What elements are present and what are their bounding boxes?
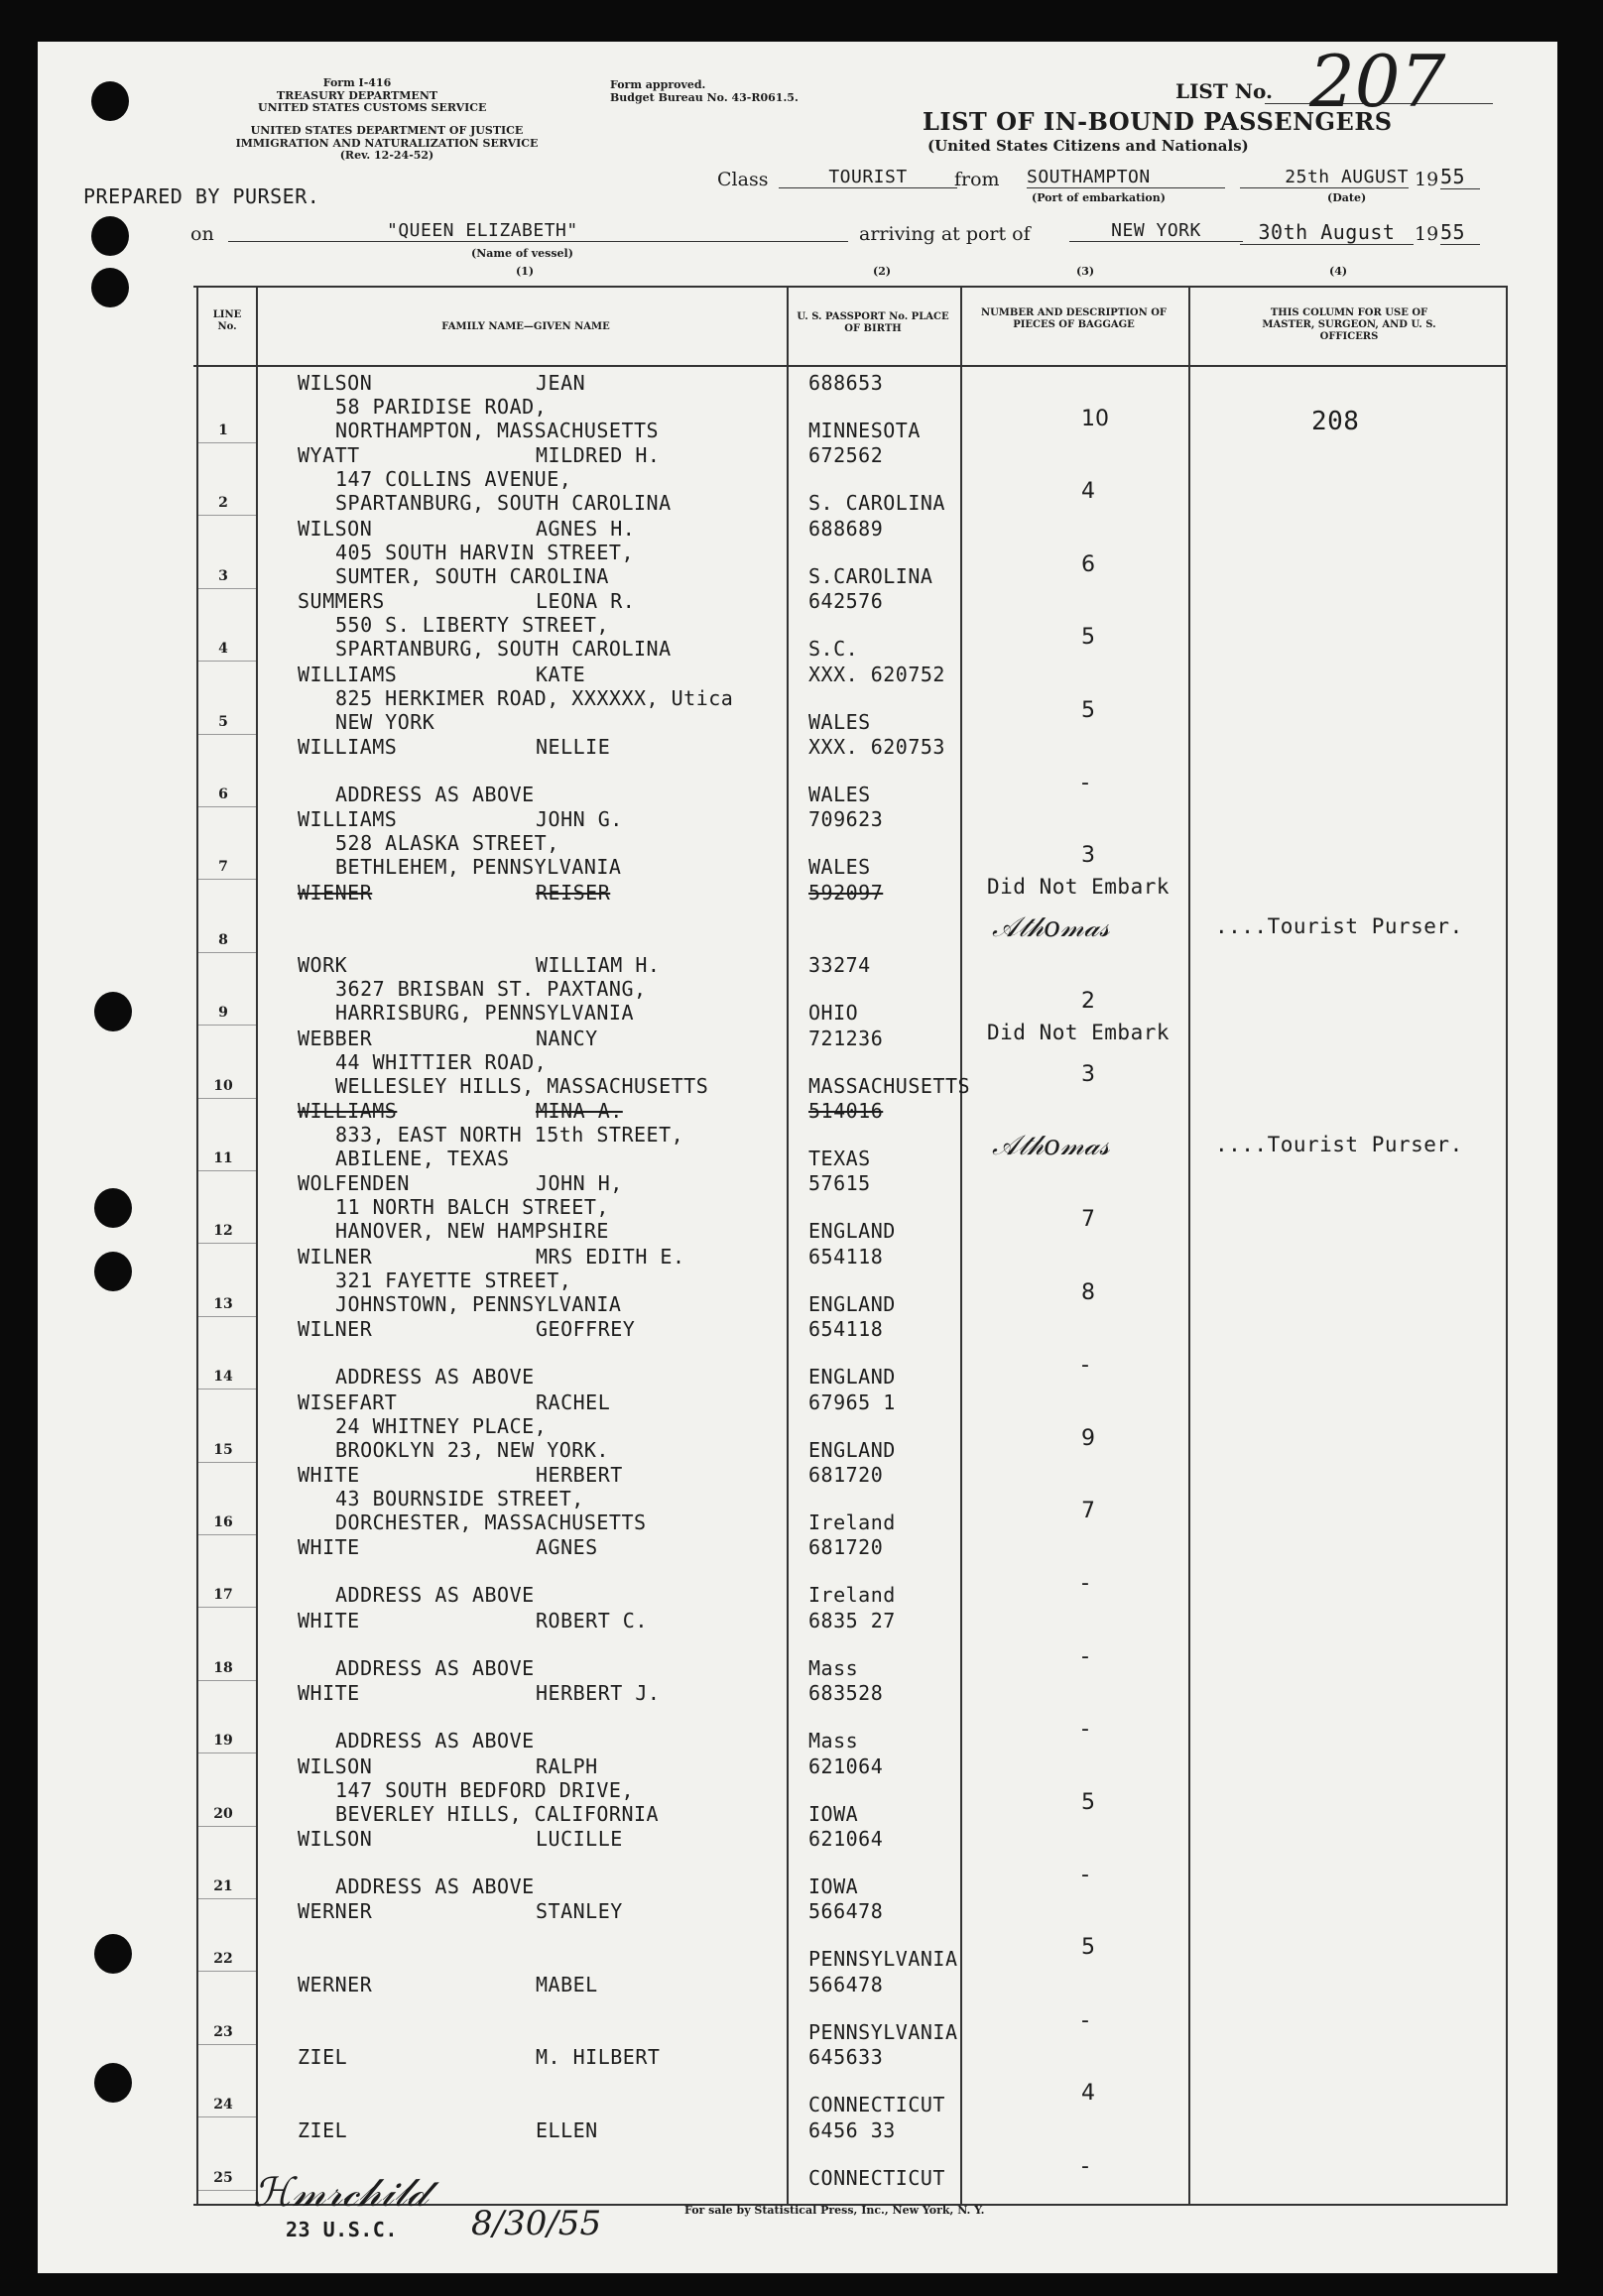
baggage-count: 4 — [1081, 2081, 1095, 2107]
place-of-birth: TEXAS — [808, 1147, 871, 1170]
stamp-date: 8/30/55 — [471, 2204, 602, 2243]
line-number: 24 — [213, 2097, 233, 2114]
address-line-2: HANOVER, NEW HAMPSHIRE — [335, 1219, 609, 1244]
baggage-count: 3 — [1081, 1061, 1095, 1087]
arrival-year: 55 — [1440, 220, 1480, 245]
family-name: WERNER — [298, 1972, 373, 1996]
baggage-count: 3 — [1081, 843, 1095, 869]
family-name: WHITE — [298, 1681, 360, 1706]
family-name: WORK — [298, 953, 348, 978]
passport-number: 566478 — [808, 1972, 884, 1996]
family-name: WILSON — [298, 1827, 373, 1851]
baggage-count: 9 — [1081, 1425, 1095, 1451]
line-number: 20 — [213, 1805, 233, 1822]
col-number-4: (4) — [1329, 265, 1348, 278]
given-name: ELLEN — [536, 2117, 598, 2142]
place-of-birth: IOWA — [808, 1874, 859, 1898]
col-header-line-no: LINE No. — [212, 309, 242, 332]
address-line-2: SUMTER, SOUTH CAROLINA — [335, 563, 609, 588]
address-line-2: ABILENE, TEXAS — [335, 1147, 510, 1170]
passport-number: 6456 33 — [808, 2117, 896, 2142]
place-of-birth: OHIO — [808, 1001, 859, 1026]
given-name: ROBERT C. — [536, 1608, 648, 1632]
table-row — [0, 1317, 1528, 1390]
page-subtitle: (United States Citizens and Nationals) — [927, 137, 1249, 155]
line-number: 13 — [213, 1295, 233, 1312]
address-line-2: BETHLEHEM, PENNSYLVANIA — [335, 855, 622, 880]
given-name: LUCILLE — [536, 1827, 623, 1851]
printer-line: For sale by Statistical Press, Inc., New York, N. Y. — [684, 2204, 985, 2217]
passport-number: 621064 — [808, 1753, 884, 1778]
baggage-count: - — [1081, 2007, 1089, 2033]
given-name: GEOFFREY — [536, 1317, 636, 1342]
passport-number: 672562 — [808, 443, 884, 468]
given-name: REISER — [536, 880, 611, 905]
table-row — [0, 517, 1528, 589]
given-name: STANLEY — [536, 1899, 623, 1924]
row-divider — [198, 2190, 256, 2191]
family-name: WILSON — [298, 371, 373, 395]
port-value: NEW YORK — [1069, 220, 1243, 242]
table-top-rule — [193, 286, 1508, 288]
passport-number: 654118 — [808, 1244, 884, 1269]
date-value: 25th AUGUST — [1240, 167, 1409, 188]
table-row — [0, 1973, 1528, 2045]
line-number: 15 — [213, 1441, 233, 1458]
place-of-birth: WALES — [808, 783, 871, 806]
given-name: JOHN G. — [536, 807, 623, 832]
table-row — [0, 1099, 1528, 1171]
address-line-2: HARRISBURG, PENNSYLVANIA — [335, 1001, 634, 1026]
family-name: WILNER — [298, 1317, 373, 1342]
punch-hole — [91, 81, 129, 121]
family-name: WOLFENDEN — [298, 1171, 410, 1196]
officer-note: 208 — [1311, 407, 1360, 436]
given-name: MINA A. — [536, 1099, 623, 1123]
address-line-1: 833, EAST NORTH 15th STREET, — [335, 1123, 684, 1147]
given-name: MILDRED H. — [536, 443, 661, 468]
place-of-birth: S.CAROLINA — [808, 563, 933, 588]
table-row — [0, 1754, 1528, 1827]
baggage-count: 5 — [1081, 697, 1095, 723]
address-line-2: ADDRESS AS ABOVE — [335, 783, 535, 806]
address-line-2: NORTHAMPTON, MASSACHUSETTS — [335, 419, 660, 442]
arrival-year-prefix: 19 — [1415, 223, 1439, 245]
line-number: 4 — [218, 641, 228, 658]
class-value: TOURIST — [779, 167, 957, 188]
col-number-3: (3) — [1076, 265, 1095, 278]
table-row — [0, 1609, 1528, 1681]
table-row — [0, 589, 1528, 662]
place-of-birth: WALES — [808, 855, 871, 880]
line-number: 1 — [218, 423, 228, 438]
address-line-2: BEVERLEY HILLS, CALIFORNIA — [335, 1801, 660, 1826]
place-of-birth: ENGLAND — [808, 1365, 896, 1390]
passport-number: 654118 — [808, 1317, 884, 1342]
family-name: WIENER — [298, 880, 373, 905]
given-name: MABEL — [536, 1972, 598, 1996]
baggage-count: - — [1081, 1863, 1089, 1887]
place-of-birth: ENGLAND — [808, 1219, 896, 1244]
baggage-count: - — [1081, 1643, 1089, 1669]
on-label: on — [190, 223, 214, 245]
passport-number: 592097 — [808, 880, 884, 905]
class-label: Class — [717, 169, 769, 190]
baggage-count: - — [1081, 771, 1089, 795]
baggage-count: - — [1081, 1571, 1089, 1597]
baggage-count: 6 — [1081, 551, 1095, 577]
given-name: JEAN — [536, 371, 586, 395]
approval-block: Form approved. Budget Bureau No. 43-R061.5. — [610, 78, 799, 104]
passport-number: 67965 1 — [808, 1390, 896, 1414]
passport-number: 621064 — [808, 1827, 884, 1851]
line-number: 17 — [213, 1587, 233, 1604]
list-no-value: 207 — [1309, 40, 1446, 123]
address-line-1: 11 NORTH BALCH STREET, — [335, 1195, 609, 1220]
address-line-2: JOHNSTOWN, PENNSYLVANIA — [335, 1291, 622, 1316]
baggage-count: 8 — [1081, 1279, 1095, 1305]
family-name: WERNER — [298, 1899, 373, 1924]
given-name: HERBERT — [536, 1463, 623, 1487]
vessel-value: "QUEEN ELIZABETH" — [228, 220, 848, 242]
place-of-birth: ENGLAND — [808, 1437, 896, 1462]
given-name: MRS EDITH E. — [536, 1244, 685, 1269]
given-name: M. HILBERT — [536, 2045, 661, 2070]
family-name: WEBBER — [298, 1026, 373, 1050]
line-number: 19 — [213, 1733, 233, 1750]
passport-number: 33274 — [808, 953, 871, 978]
address-line-2: SPARTANBURG, SOUTH CAROLINA — [335, 491, 672, 516]
baggage-count: 7 — [1081, 1499, 1095, 1523]
table-row — [0, 371, 1528, 443]
col-number-2: (2) — [873, 265, 892, 278]
family-name: WILLIAMS — [298, 662, 398, 686]
baggage-count: 5 — [1081, 1789, 1095, 1815]
line-number: 16 — [213, 1514, 233, 1530]
date-year: 55 — [1440, 165, 1480, 189]
address-line-1: 405 SOUTH HARVIN STREET, — [335, 540, 634, 564]
passport-number: 645633 — [808, 2045, 884, 2070]
passport-number: 709623 — [808, 807, 884, 832]
family-name: WYATT — [298, 443, 360, 468]
address-line-2: BROOKLYN 23, NEW YORK. — [335, 1437, 609, 1462]
col-number-1: (1) — [516, 265, 535, 278]
justice-block: UNITED STATES DEPARTMENT OF JUSTICE IMMIGRATION AND NATURALIZATION SERVICE (Rev. 12-24-52) — [235, 124, 539, 163]
passport-number: 681720 — [808, 1535, 884, 1560]
passport-number: 721236 — [808, 1026, 884, 1050]
baggage-count: - — [1081, 2153, 1089, 2179]
baggage-count: 5 — [1081, 1935, 1095, 1961]
address-line-1: 147 SOUTH BEDFORD DRIVE, — [335, 1777, 634, 1802]
line-number: 8 — [218, 931, 228, 948]
table-row — [0, 1020, 1528, 1099]
vessel-caption: (Name of vessel) — [471, 247, 573, 260]
line-number: 11 — [213, 1150, 233, 1166]
table-row — [0, 1899, 1528, 1972]
given-name: KATE — [536, 662, 586, 686]
baggage-count: 10 — [1081, 407, 1109, 431]
passport-number: 6835 27 — [808, 1608, 896, 1632]
address-line-1: 24 WHITNEY PLACE, — [335, 1413, 548, 1438]
address-line-2: WELLESLEY HILLS, MASSACHUSETTS — [335, 1073, 709, 1098]
baggage-count: 2 — [1081, 989, 1095, 1015]
table-row — [0, 1171, 1528, 1244]
family-name: WHITE — [298, 1608, 360, 1632]
address-line-1: 3627 BRISBAN ST. PAXTANG, — [335, 977, 647, 1002]
address-line-1: 550 S. LIBERTY STREET, — [335, 613, 609, 638]
table-row — [0, 735, 1528, 807]
line-number: 10 — [213, 1077, 233, 1094]
line-number: 2 — [218, 495, 228, 512]
table-row — [0, 1390, 1528, 1463]
baggage-count: - — [1081, 1717, 1089, 1743]
table-row — [0, 807, 1528, 880]
line-number: 18 — [213, 1659, 233, 1676]
from-value: SOUTHAMPTON — [1027, 167, 1225, 188]
passport-number: XXX. 620752 — [808, 662, 945, 686]
table-row — [0, 663, 1528, 735]
given-name: RALPH — [536, 1753, 598, 1778]
address-line-1: 321 FAYETTE STREET, — [335, 1268, 572, 1292]
passport-number: 683528 — [808, 1681, 884, 1706]
col-header-officers: THIS COLUMN FOR USE OF MASTER, SURGEON, AND U. S. OFFICERS — [1262, 307, 1436, 342]
given-name: NELLIE — [536, 735, 611, 759]
place-of-birth: Ireland — [808, 1583, 896, 1608]
address-line-2: SPARTANBURG, SOUTH CAROLINA — [335, 637, 672, 662]
family-name: WISEFART — [298, 1390, 398, 1414]
table-row — [0, 953, 1528, 1026]
prepared-by: PREPARED BY PURSER. — [83, 184, 320, 208]
given-name: AGNES H. — [536, 516, 636, 541]
signature: ℋ𝓂𝓇𝒸𝒽𝒾𝓁𝒹 — [253, 2170, 428, 2216]
given-name: NANCY — [536, 1026, 598, 1050]
page-title: LIST OF IN-BOUND PASSENGERS — [923, 107, 1393, 136]
address-line-1: 825 HERKIMER ROAD, XXXXXX, Utica — [335, 685, 734, 710]
family-name: WILSON — [298, 516, 373, 541]
passport-number: XXX. 620753 — [808, 735, 945, 759]
passport-number: 688689 — [808, 516, 884, 541]
place-of-birth: MINNESOTA — [808, 419, 921, 442]
passport-number: 642576 — [808, 589, 884, 614]
col-header-name: FAMILY NAME—GIVEN NAME — [441, 321, 610, 332]
place-of-birth: Mass — [808, 1729, 859, 1753]
purser-signoff: ....Tourist Purser. — [1215, 913, 1463, 938]
address-line-2: ADDRESS AS ABOVE — [335, 1583, 535, 1608]
address-line-1: 147 COLLINS AVENUE, — [335, 467, 572, 492]
address-line-2: ADDRESS AS ABOVE — [335, 1655, 535, 1680]
line-number: 21 — [213, 1878, 233, 1894]
from-caption: (Port of embarkation) — [1032, 191, 1166, 204]
line-number: 5 — [218, 713, 228, 730]
table-row — [0, 1827, 1528, 1899]
address-line-2: ADDRESS AS ABOVE — [335, 1365, 535, 1390]
line-number: 12 — [213, 1223, 233, 1240]
statute: 23 U.S.C. — [286, 2218, 398, 2241]
line-number: 3 — [218, 567, 228, 584]
place-of-birth: S. CAROLINA — [808, 491, 945, 516]
table-row — [0, 1245, 1528, 1317]
col-header-passport: U. S. PASSPORT No. PLACE OF BIRTH — [797, 311, 949, 334]
passport-number: 514016 — [808, 1099, 884, 1123]
address-line-2: NEW YORK — [335, 709, 435, 734]
line-number: 22 — [213, 1951, 233, 1968]
address-line-2: ADDRESS AS ABOVE — [335, 1874, 535, 1898]
form-block: Form I-416 TREASURY DEPARTMENT UNITED STATES CUSTOMS SERVICE — [258, 76, 487, 115]
place-of-birth: WALES — [808, 709, 871, 734]
address-line-1: 44 WHITTIER ROAD, — [335, 1049, 548, 1074]
address-line-1: 43 BOURNSIDE STREET, — [335, 1487, 584, 1511]
passport-number: 57615 — [808, 1171, 871, 1196]
family-name: ZIEL — [298, 2117, 348, 2142]
table-row — [0, 2118, 1528, 2191]
date-year-prefix: 19 — [1415, 169, 1439, 190]
place-of-birth: Ireland — [808, 1511, 896, 1534]
family-name: WHITE — [298, 1463, 360, 1487]
given-name: HERBERT J. — [536, 1681, 661, 1706]
place-of-birth: IOWA — [808, 1801, 859, 1826]
family-name: WILNER — [298, 1244, 373, 1269]
line-number: 14 — [213, 1369, 233, 1386]
given-name: RACHEL — [536, 1390, 611, 1414]
address-line-2: ADDRESS AS ABOVE — [335, 1729, 535, 1753]
punch-hole — [91, 268, 129, 307]
table-row — [0, 874, 1528, 953]
line-number: 6 — [218, 786, 228, 802]
arrival-date: 30th August — [1240, 220, 1414, 245]
punch-hole — [91, 216, 129, 256]
place-of-birth: MASSACHUSETTS — [808, 1073, 971, 1098]
given-name: AGNES — [536, 1535, 598, 1560]
purser-signature: 𝒜𝓉𝒽𝑜𝓂𝒶𝓈 — [992, 909, 1110, 943]
purser-signoff: ....Tourist Purser. — [1215, 1133, 1463, 1156]
address-line-1: 528 ALASKA STREET, — [335, 831, 559, 856]
given-name: WILLIAM H. — [536, 953, 661, 978]
baggage-count: 7 — [1081, 1207, 1095, 1233]
col-header-baggage: NUMBER AND DESCRIPTION OF PIECES OF BAGGAGE — [980, 307, 1168, 330]
family-name: WILSON — [298, 1753, 373, 1778]
place-of-birth: PENNSYLVANIA — [808, 1947, 958, 1972]
arriving-label: arriving at port of — [859, 223, 1031, 245]
purser-signature: 𝒜𝓉𝒽𝑜𝓂𝒶𝓈 — [992, 1129, 1110, 1161]
status-note: Did Not Embark — [987, 1020, 1171, 1044]
family-name: WHITE — [298, 1535, 360, 1560]
passport-number: 688653 — [808, 371, 884, 395]
address-line-2: DORCHESTER, MASSACHUSETTS — [335, 1511, 647, 1534]
family-name: ZIEL — [298, 2045, 348, 2070]
place-of-birth: Mass — [808, 1655, 859, 1680]
baggage-count: 4 — [1081, 479, 1095, 505]
line-number: 7 — [218, 859, 228, 876]
from-label: from — [954, 169, 1000, 190]
place-of-birth: CONNECTICUT — [808, 2093, 945, 2117]
table-row — [0, 443, 1528, 516]
baggage-count: - — [1081, 1353, 1089, 1379]
passport-number: 681720 — [808, 1463, 884, 1487]
given-name: LEONA R. — [536, 589, 636, 614]
address-line-1: 58 PARIDISE ROAD, — [335, 395, 548, 419]
table-row — [0, 2045, 1528, 2117]
place-of-birth: ENGLAND — [808, 1291, 896, 1316]
passport-number: 566478 — [808, 1899, 884, 1924]
header-bottom-rule — [193, 365, 1508, 367]
date-caption: (Date) — [1327, 191, 1367, 204]
line-number: 9 — [218, 1005, 228, 1022]
status-note: Did Not Embark — [987, 874, 1171, 899]
given-name: JOHN H, — [536, 1171, 623, 1196]
table-row — [0, 1463, 1528, 1535]
table-row — [0, 1681, 1528, 1753]
line-number: 25 — [213, 2169, 233, 2186]
baggage-count: 5 — [1081, 625, 1095, 651]
line-number: 23 — [213, 2023, 233, 2040]
list-no-label: LIST No. — [1175, 79, 1273, 103]
family-name: WILLIAMS — [298, 735, 398, 759]
family-name: WILLIAMS — [298, 807, 398, 832]
table-row — [0, 1535, 1528, 1608]
place-of-birth: PENNSYLVANIA — [808, 2019, 958, 2044]
place-of-birth: S.C. — [808, 637, 859, 662]
family-name: WILLIAMS — [298, 1099, 398, 1123]
place-of-birth: CONNECTICUT — [808, 2165, 945, 2190]
family-name: SUMMERS — [298, 589, 385, 614]
